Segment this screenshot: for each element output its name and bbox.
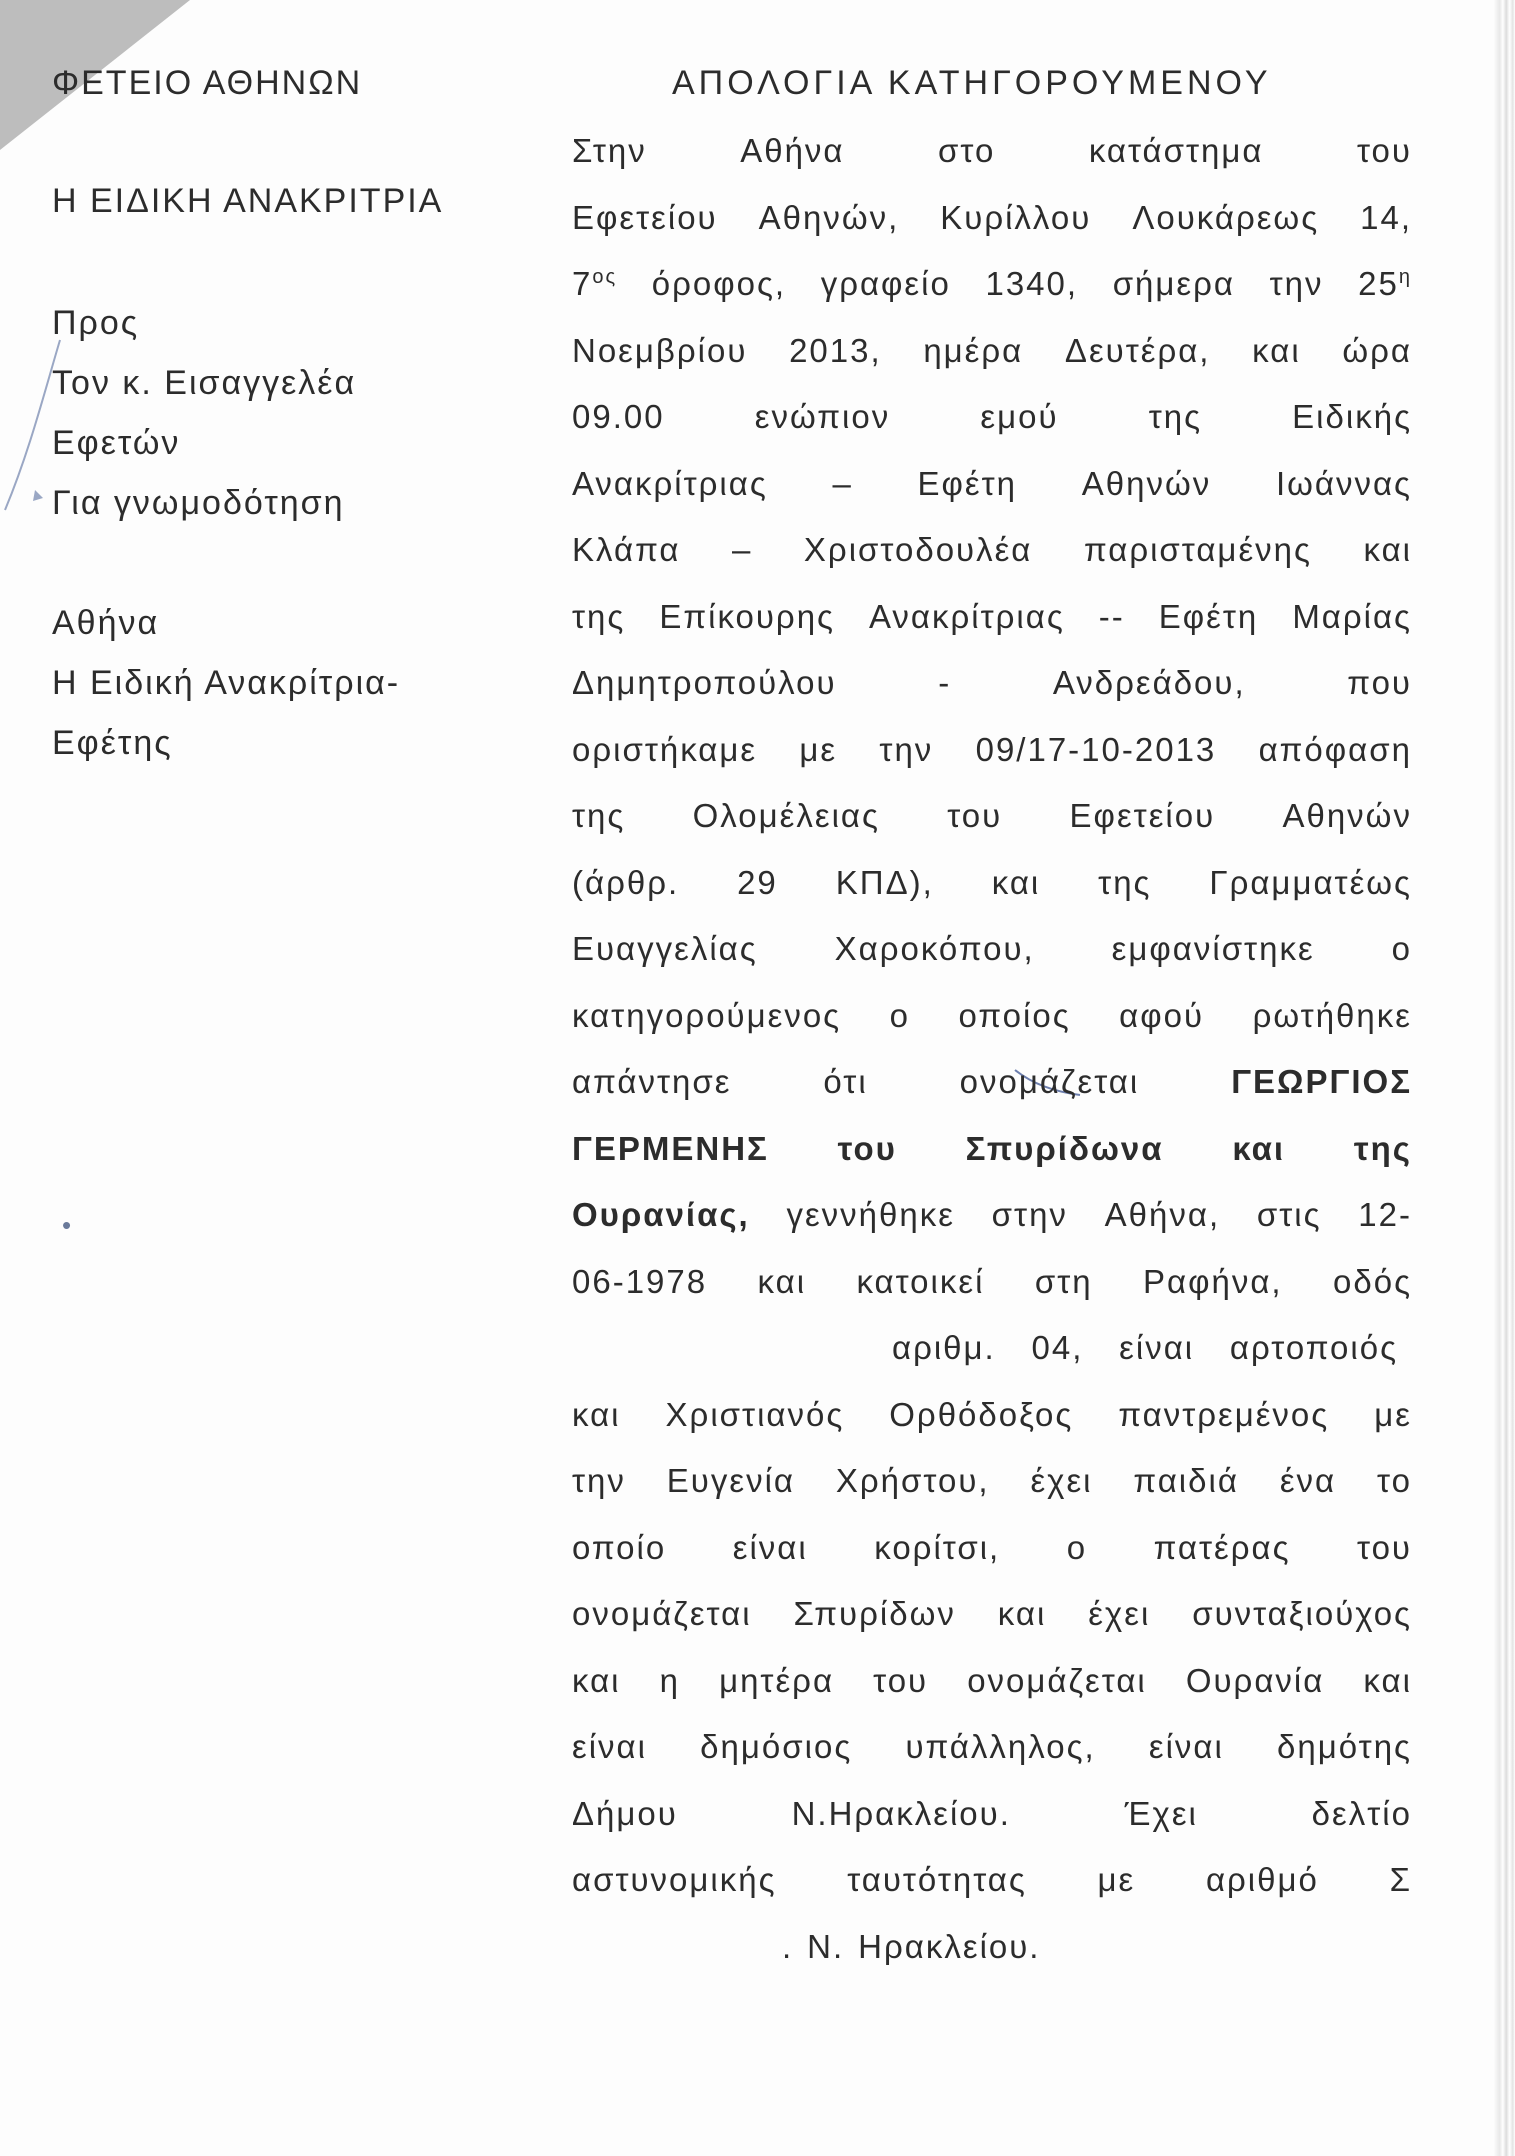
page-title: ΑΠΟΛΟΓΙΑ ΚΑΤΗΓΟΡΟΥΜΕΝΟΥ [672,64,1272,102]
body-line: (άρθρ. 29 ΚΠΔ), και της Γραμματέως [572,863,1412,901]
body-line: είναι δημόσιος υπάλληλος, είναι δημότης [572,1728,1412,1765]
body-line: Εφετείου Αθηνών, Κυρίλλου Λουκάρεως 14, [572,198,1412,236]
body-line: την Ευγενία Χρήστου, έχει παιδιά ένα το [572,1462,1412,1499]
body-line: ονομάζεται Σπυρίδων και έχει συνταξιούχος [572,1595,1412,1632]
body-line: κατηγορούμενος ο οποίος αφού ρωτήθηκε [572,996,1412,1034]
sidebar-line-8: Εφέτης [52,724,173,762]
body-line: . Ν. Ηρακλείου. [782,1927,1041,1965]
stray-dot: • [62,1210,72,1240]
body-line: Στην Αθήνα στο κατάστημα του [572,132,1412,169]
body-line: αστυνομικής ταυτότητας με αριθμό Σ [572,1861,1412,1898]
sidebar-line-4: Εφετών [52,424,181,462]
body-line: αριθμ. 04, είναι αρτοποιός [892,1329,1398,1366]
body-line: Ουρανίας, γεννήθηκε στην Αθήνα, στις 12- [572,1196,1412,1233]
sidebar-line-2: Προς [52,304,140,342]
sidebar-line-7: Η Ειδική Ανακρίτρια- [52,664,401,702]
body-line: οριστήκαμε με την 09/17-10-2013 απόφαση [572,730,1412,768]
body-line: της Επίκουρης Ανακρίτριας -- Εφέτη Μαρίας [572,597,1412,635]
body-line: 06-1978 και κατοικεί στη Ραφήνα, οδός [572,1262,1412,1300]
court-name: ΦΕΤΕΙΟ ΑΘΗΝΩΝ [52,64,363,102]
sidebar-line-1: Η ΕΙΔΙΚΗ ΑΝΑΚΡΙΤΡΙΑ [52,182,444,220]
sidebar-line-5: Για γνωμοδότηση [52,484,345,522]
body-line: της Ολομέλειας του Εφετείου Αθηνών [572,797,1412,834]
body-line: 09.00 ενώπιον εμού της Ειδικής [572,398,1412,435]
sidebar-line-6: Αθήνα [52,604,160,642]
body-line: οποίο είναι κορίτσι, ο πατέρας του [572,1528,1412,1566]
body-line: και Χριστιανός Ορθόδοξος παντρεμένος με [572,1395,1412,1433]
body-line: $7^{o\varsigma}$ όροφος, γραφείο 1340, σήμερα την $25^\eta$ [572,265,1412,302]
body-line: ΓΕΡΜΕΝΗΣ του Σπυρίδωνα και της [572,1129,1412,1167]
body-line: Κλάπα – Χριστοδουλέα παρισταμένης και [572,531,1412,568]
body-line: Ευαγγελίας Χαροκόπου, εμφανίστηκε ο [572,930,1412,967]
body-line: Ανακρίτριας – Εφέτη Αθηνών Ιωάννας [572,464,1412,502]
body-line: και η μητέρα του ονομάζεται Ουρανία και [572,1661,1412,1699]
body-line: Νοεμβρίου 2013, ημέρα Δευτέρα, και ώρα [572,331,1412,369]
body-line: απάντησε ότι ονομάζεται ΓΕΩΡΓΙΟΣ [572,1063,1412,1100]
body-line: Δημητροπούλου - Ανδρεάδου, που [572,664,1412,701]
body-line: Δήμου Ν.Ηρακλείου. Έχει δελτίο [572,1794,1412,1832]
sidebar-line-3: Τον κ. Εισαγγελέα [52,364,357,402]
page-edge [1493,0,1515,2156]
